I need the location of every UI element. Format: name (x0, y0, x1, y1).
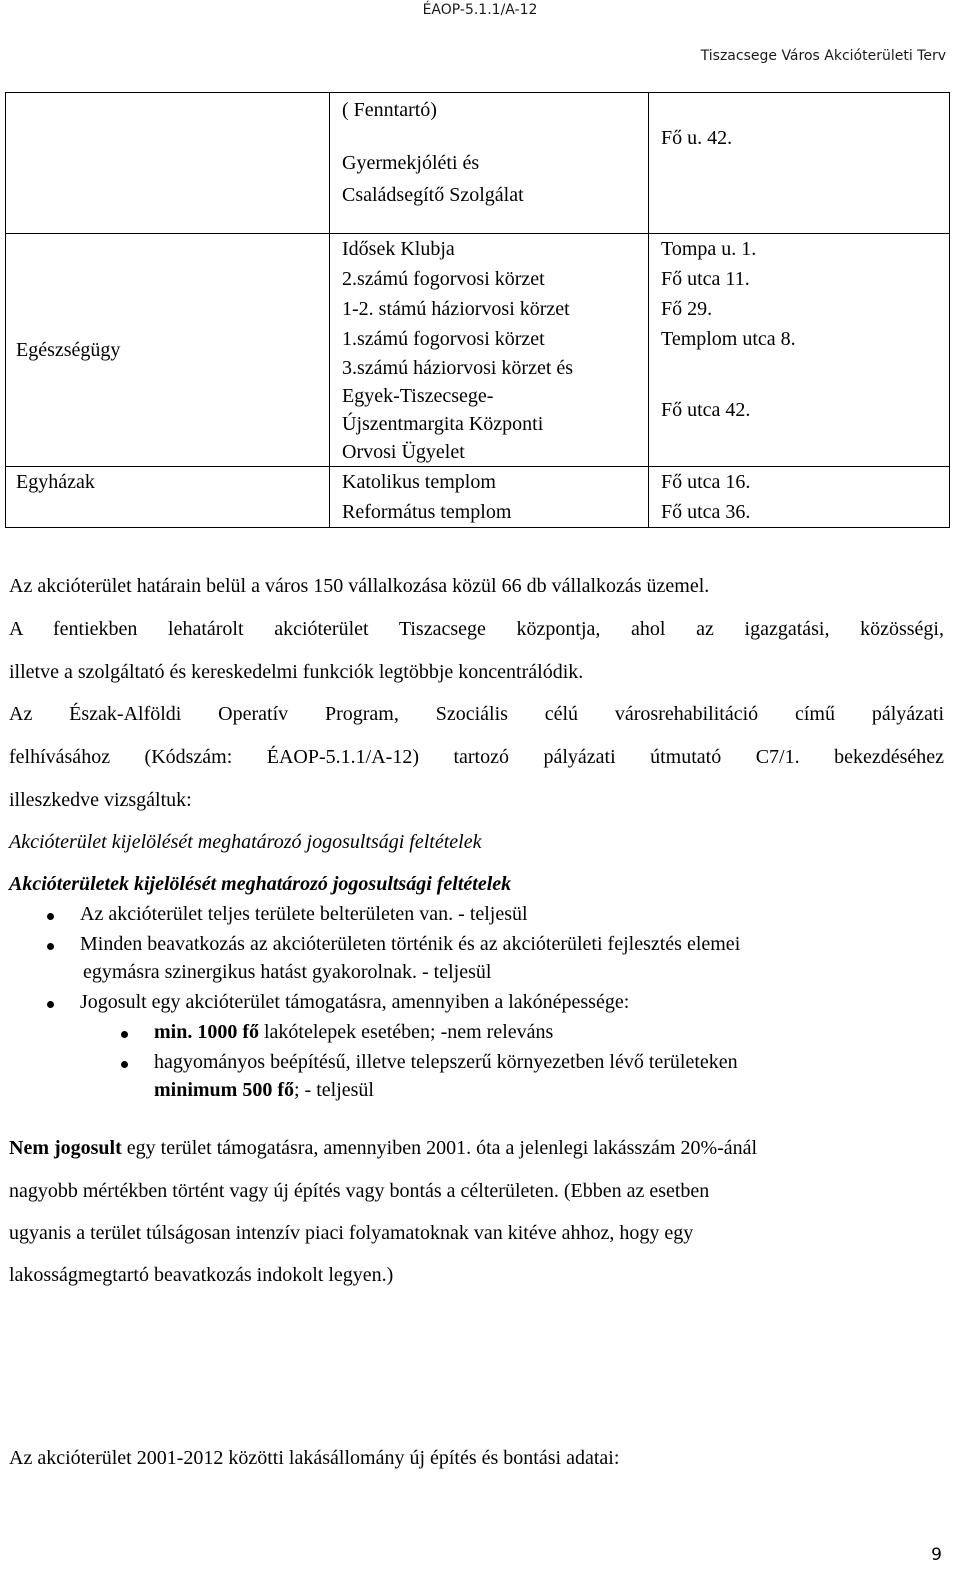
facility-address: Templom utca 8. (649, 324, 950, 354)
paragraph-program-line-1: Az Észak-Alföldi Operatív Program, Szociális célú városrehabilitáció című pályázati (9, 703, 944, 725)
not-eligible-rest: egy terület támogatásra, amennyiben 2001. óta a jelenlegi lakásszám 20%-ánál (121, 1137, 758, 1159)
facility-name: 3.számú háziorvosi körzet és (342, 357, 574, 379)
list-item-rest: lakótelepek esetében; -nem releváns (259, 1021, 554, 1043)
paragraph-housing-data: Az akcióterület 2001-2012 közötti lakásállomány új építés és bontási adatai: (9, 1447, 620, 1469)
facility-address: Tompa u. 1. (649, 234, 950, 265)
table-row (6, 93, 950, 234)
facility-name: Idősek Klubja (330, 234, 649, 265)
list-item-text (154, 1079, 374, 1102)
list-item-text (154, 1021, 553, 1044)
table-row (6, 234, 950, 265)
table-row (6, 467, 950, 498)
facility-name: 2.számú fogorvosi körzet (330, 264, 649, 294)
facility-address: Fő utca 42. (649, 354, 950, 467)
paragraph-center-line-1: A fentiekben lehatárolt akcióterület Tiszacsege központja, ahol az igazgatási, közösségi, (9, 618, 944, 640)
list-item-bold: min. 1000 fő (154, 1021, 259, 1043)
paragraph-not-eligible-line-3: ugyanis a terület túlságosan intenzív piaci folyamatoknak van kitéve ahhoz, hogy egy (9, 1222, 694, 1244)
list-item-text: Az akcióterület teljes területe belterületen van. - teljesül (80, 903, 528, 925)
italic-heading: Akcióterület kijelölését meghatározó jogosultsági feltételek (9, 831, 482, 853)
facility-name-cell (330, 93, 649, 234)
facility-name: 1.számú fogorvosi körzet (330, 324, 649, 354)
paragraph-not-eligible-line-1 (9, 1137, 944, 1160)
paragraph-not-eligible-line-4: lakosságmegtartó beavatkozás indokolt legyen.) (9, 1264, 394, 1286)
facility-gyermekjoleti-1: Gyermekjóléti és (342, 152, 480, 174)
category-cell (6, 467, 330, 528)
facility-name: Újszentmargita Központi (342, 413, 544, 435)
page-number: 9 (931, 1545, 942, 1565)
facility-address: Fő utca 16. (649, 467, 950, 498)
facility-name-cell (330, 354, 649, 467)
facility-address: Fő u. 42. (661, 127, 733, 149)
facility-address: Fő utca 11. (649, 264, 950, 294)
facilities-table (5, 92, 950, 528)
list-item-text: hagyományos beépítésű, illetve telepszerű környezetben lévő területeken (154, 1051, 738, 1073)
facility-gyermekjoleti-2: Családsegítő Szolgálat (342, 184, 524, 206)
facility-fenntarto: ( Fenntartó) (342, 99, 437, 121)
document-code: ÉAOP-5.1.1/A-12 (422, 2, 538, 18)
facility-name: Katolikus templom (330, 467, 649, 498)
list-item-bold: minimum 500 fő (154, 1079, 294, 1101)
paragraph-businesses: Az akcióterület határain belül a város 150 vállalkozása közül 66 db vállalkozás üzemel. (9, 575, 710, 597)
facility-address: Fő 29. (649, 294, 950, 324)
category-health: Egészségügy (16, 339, 121, 361)
list-item-rest: ; - teljesül (294, 1079, 374, 1101)
paragraph-program-line-2: felhívásához (Kódszám: ÉAOP-5.1.1/A-12) tartozó pályázati útmutató C7/1. bekezdéséhez (9, 746, 944, 768)
bullet-icon (47, 943, 54, 950)
list-item-text: egymásra szinergikus hatást gyakorolnak. - teljesül (83, 961, 492, 983)
bullet-icon (47, 1001, 54, 1008)
bullet-icon (121, 1031, 128, 1038)
facility-name: 1-2. stámú háziorvosi körzet (330, 294, 649, 324)
facility-name: Egyek-Tiszecsege- (342, 385, 494, 407)
list-item-text: Jogosult egy akcióterület támogatásra, amennyiben a lakónépessége: (80, 991, 630, 1013)
plan-title: Tiszacsege Város Akcióterületi Terv (700, 48, 946, 64)
empty-cell (6, 93, 330, 234)
category-church: Egyházak (16, 471, 95, 493)
facility-name: Református templom (330, 497, 649, 528)
not-eligible-bold: Nem jogosult (9, 1137, 122, 1159)
facility-name: Orvosi Ügyelet (342, 441, 465, 463)
paragraph-center-line-2: illetve a szolgáltató és kereskedelmi funkciók legtöbbje koncentrálódik. (9, 661, 584, 683)
bold-heading: Akcióterületek kijelölését meghatározó jogosultsági feltételek (9, 873, 512, 895)
facility-address: Fő utca 36. (649, 497, 950, 528)
list-item-text: Minden beavatkozás az akcióterületen történik és az akcióterületi fejlesztés elemei (80, 933, 741, 955)
paragraph-not-eligible-line-2: nagyobb mértékben történt vagy új építés vagy bontás a célterületen. (Ebben az esetben (9, 1180, 710, 1202)
bullet-icon (121, 1061, 128, 1068)
category-cell (6, 234, 330, 467)
facility-address-cell (649, 93, 950, 234)
paragraph-program-line-3: illeszkedve vizsgáltuk: (9, 789, 192, 811)
bullet-icon (47, 913, 54, 920)
